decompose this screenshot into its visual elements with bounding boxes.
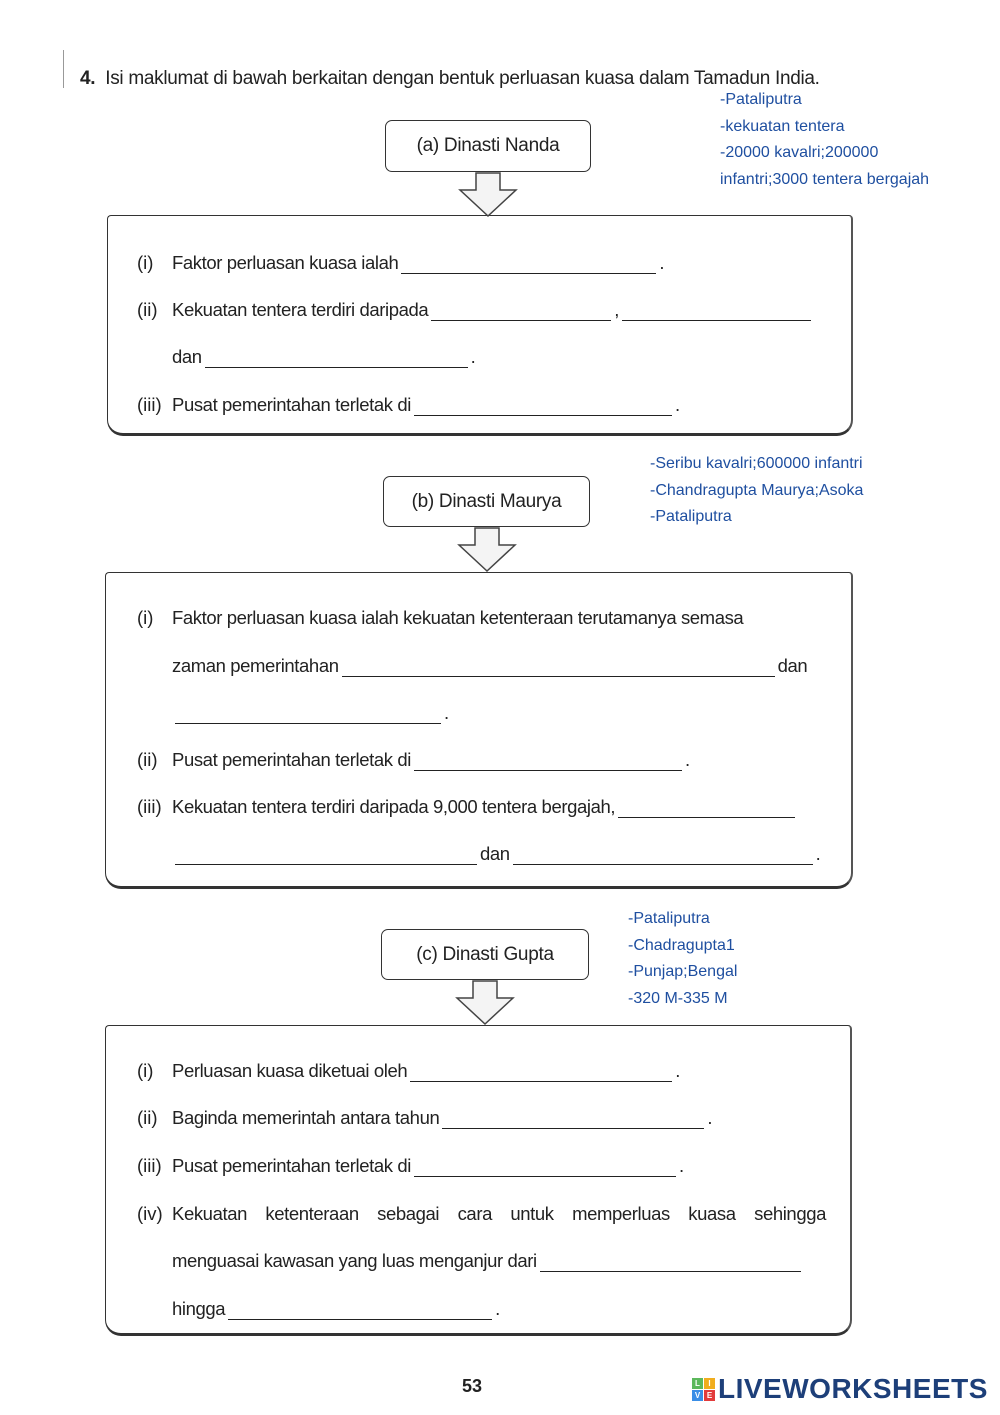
- item-text: Pusat pemerintahan terletak di: [172, 1155, 411, 1176]
- logo-tile: I: [704, 1378, 715, 1389]
- answer-note-line: infantri;3000 tentera bergajah: [720, 170, 930, 188]
- item-text: Kekuatan: [172, 1203, 247, 1224]
- answer-blank[interactable]: [513, 846, 813, 865]
- item-text: .: [674, 394, 680, 415]
- instruction-text: Isi maklumat di bawah berkaitan dengan bentuk perluasan kuasa dalam Tamadun India.: [105, 68, 820, 89]
- item-text: dan: [777, 655, 808, 676]
- answer-blank[interactable]: [342, 658, 775, 677]
- item-label: (ii): [137, 749, 158, 770]
- item-line: [172, 841, 820, 865]
- answer-blank[interactable]: [205, 349, 468, 368]
- answer-note-line: -kekuatan tentera: [720, 117, 845, 135]
- item-text: dan: [172, 346, 202, 367]
- item-label: (ii): [137, 299, 158, 320]
- item-label: (i): [137, 1060, 154, 1081]
- brand-name: LIVEWORKSHEETS: [718, 1373, 988, 1404]
- item-label: (i): [137, 607, 154, 628]
- item-label: (iii): [137, 394, 162, 415]
- item-text: kuasa: [688, 1203, 736, 1224]
- item-text: cara: [457, 1203, 492, 1224]
- section-title-box: [385, 120, 591, 172]
- answer-blank[interactable]: [410, 1063, 672, 1082]
- answer-note-line: -Punjap;Bengal: [628, 963, 738, 980]
- instruction: [80, 68, 820, 90]
- logo-tile: V: [692, 1390, 703, 1401]
- item-label: (iii): [137, 1155, 162, 1176]
- item-line: [172, 1105, 712, 1129]
- item-text: Faktor perluasan kuasa ialah kekuatan ketenteraan terutamanya semasa: [172, 607, 744, 628]
- answer-blank[interactable]: [175, 705, 441, 724]
- item-text: Kekuatan tentera terdiri daripada 9,000 tentera bergajah,: [172, 796, 616, 817]
- down-arrow-icon: [455, 527, 519, 573]
- section-title-box: [383, 476, 590, 527]
- section-title: (a) Dinasti Nanda: [416, 135, 560, 156]
- section-title-box: [381, 929, 589, 980]
- item-line: [172, 653, 807, 677]
- item-text: memperluas: [572, 1203, 670, 1224]
- item-line: [172, 1153, 684, 1177]
- item-text: .: [444, 702, 449, 723]
- item-text: Perluasan kuasa diketuai oleh: [172, 1060, 408, 1081]
- answer-note-line: -Chadragupta1: [628, 936, 735, 954]
- item-text: .: [815, 843, 821, 864]
- answer-note-line: -Pataliputra: [720, 91, 802, 108]
- item-text: sehingga: [754, 1203, 826, 1224]
- item-label: (ii): [137, 1107, 158, 1128]
- down-arrow-icon: [453, 980, 517, 1026]
- item-line: [172, 392, 680, 416]
- item-text: .: [678, 1155, 684, 1176]
- answer-notes: [650, 451, 863, 531]
- item-text: .: [659, 252, 665, 273]
- item-line: [172, 1058, 680, 1082]
- page-number: 53: [462, 1376, 483, 1396]
- answer-note-line: -20000 kavalri;200000: [720, 144, 879, 161]
- answer-note-line: -Pataliputra: [628, 910, 710, 927]
- item-line: [172, 297, 814, 321]
- item-text: ketenteraan: [265, 1203, 359, 1224]
- answer-blank[interactable]: [414, 397, 672, 416]
- item-text: Pusat pemerintahan terletak di: [172, 394, 411, 415]
- section-title: (b) Dinasti Maurya: [411, 490, 562, 512]
- answer-blank[interactable]: [540, 1253, 801, 1272]
- item-text: untuk: [510, 1203, 554, 1224]
- logo-tile: L: [692, 1378, 703, 1389]
- logo-tiles-icon: [692, 1378, 715, 1401]
- answer-note-line: -320 M-335 M: [628, 989, 728, 1007]
- answer-note-line: -Seribu kavalri;600000 infantri: [650, 455, 863, 472]
- item-line: [172, 605, 743, 629]
- item-text: .: [495, 1298, 500, 1319]
- item-text: zaman pemerintahan: [172, 655, 339, 676]
- answer-blank[interactable]: [431, 302, 611, 321]
- item-text: .: [675, 1060, 680, 1081]
- item-text: .: [470, 346, 476, 367]
- item-text: dan: [480, 843, 510, 864]
- item-text: sebagai: [377, 1203, 440, 1224]
- down-arrow-icon: [456, 172, 520, 218]
- item-text: .: [707, 1107, 713, 1128]
- item-label: (i): [137, 252, 154, 273]
- item-text: Kekuatan tentera terdiri daripada: [172, 299, 429, 320]
- item-line: [172, 747, 690, 771]
- item-line: [172, 1296, 500, 1320]
- answer-blank[interactable]: [414, 752, 682, 771]
- item-line: [172, 250, 664, 274]
- logo-tile: E: [704, 1390, 715, 1401]
- item-line: [172, 700, 449, 724]
- item-text: .: [684, 749, 690, 770]
- answer-blank[interactable]: [401, 255, 656, 274]
- item-line: [172, 794, 798, 818]
- item-line: [172, 344, 475, 368]
- item-label: (iii): [137, 796, 162, 817]
- answer-note-line: -Pataliputra: [650, 508, 732, 525]
- item-text: Faktor perluasan kuasa ialah: [172, 252, 399, 273]
- answer-blank[interactable]: [175, 846, 477, 865]
- item-text: hingga: [172, 1298, 226, 1319]
- answer-blank[interactable]: [618, 799, 795, 818]
- item-text: Baginda memerintah antara tahun: [172, 1107, 440, 1128]
- answer-blank[interactable]: [442, 1110, 704, 1129]
- answer-notes: [720, 87, 929, 193]
- item-label: (iv): [137, 1203, 163, 1224]
- item-text: Pusat pemerintahan terletak di: [172, 749, 411, 770]
- answer-note-line: -Chandragupta Maurya;Asoka: [650, 481, 864, 499]
- item-text: ,: [614, 299, 620, 320]
- answer-blank[interactable]: [622, 302, 811, 321]
- liveworksheets-logo: [692, 1373, 988, 1405]
- answer-blank[interactable]: [414, 1158, 676, 1177]
- question-number: 4.: [80, 68, 96, 89]
- margin-line: [63, 50, 64, 88]
- answer-notes: [628, 906, 737, 1012]
- section-title: (c) Dinasti Gupta: [416, 943, 554, 965]
- item-line: [172, 1201, 826, 1225]
- item-text: menguasai kawasan yang luas menganjur dari: [172, 1250, 537, 1271]
- answer-blank[interactable]: [228, 1301, 492, 1320]
- item-line: [172, 1248, 804, 1272]
